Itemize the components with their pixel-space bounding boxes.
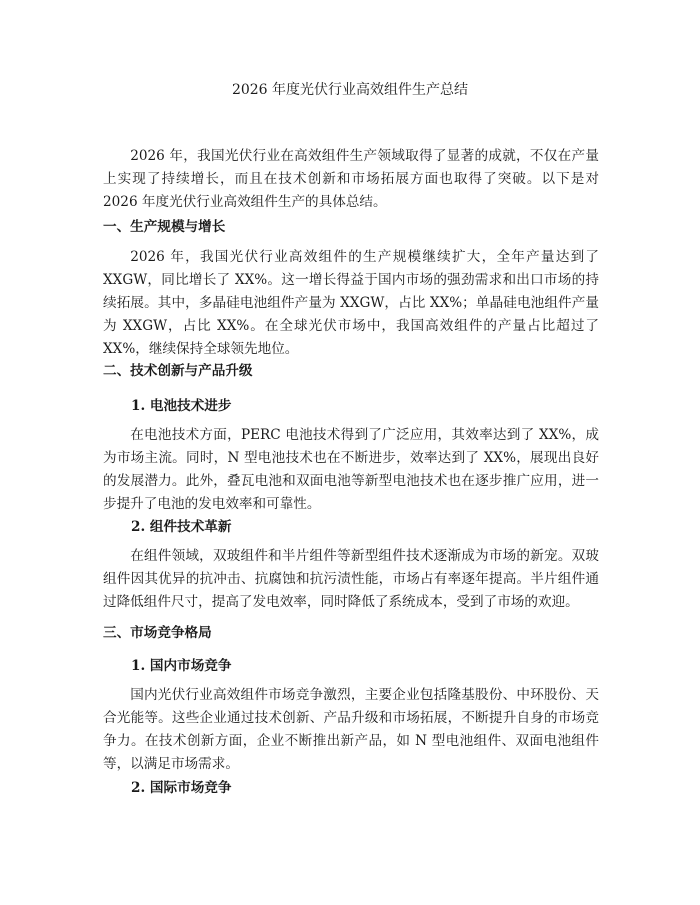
subsection-paragraph-module-tech: 在组件领域，双玻组件和半片组件等新型组件技术逐渐成为市场的新宠。双玻组件因其优异的抗冲击、抗腐蚀和抗污渍性能，市场占有率逐年提高。半片组件通过降低组件尺寸，提高了发电效率，同时降低了系统成本，受到了市场的欢迎。 [103, 548, 599, 610]
subsection-heading-cell-tech: 1. 电池技术进步 [131, 398, 232, 414]
section-heading-tech-innovation: 二、技术创新与产品升级 [103, 363, 253, 379]
subsection-heading-international-market: 2. 国际市场竞争 [131, 780, 232, 796]
intro-paragraph: 2026 年，我国光伏行业在高效组件生产领域取得了显著的成就，不仅在产量上实现了持续增长，而且在技术创新和市场拓展方面也取得了突破。以下是对 2026 年度光伏行业高效组件生产的具体总结。 [103, 148, 599, 210]
section-heading-production-scale: 一、生产规模与增长 [103, 219, 226, 235]
subsection-heading-domestic-market: 1. 国内市场竞争 [131, 658, 232, 674]
section-paragraph-production-scale: 2026 年，我国光伏行业高效组件的生产规模继续扩大，全年产量达到了 XXGW，同比增长了 XX%。这一增长得益于国内市场的强劲需求和出口市场的持续拓展。其中，多晶硅电池组件产量为 XXGW，占比 XX%；单晶硅电池组件产量为 XXGW，占比 XX%。在全球光伏市场中，我国高效组件的产量占比超过了 XX%，继续保持全球领先地位。 [103, 249, 599, 357]
subsection-heading-module-tech: 2. 组件技术革新 [131, 519, 232, 535]
section-heading-market-competition: 三、市场竞争格局 [103, 625, 212, 641]
subsection-paragraph-domestic-market: 国内光伏行业高效组件市场竞争激烈，主要企业包括隆基股份、中环股份、天合光能等。这些企业通过技术创新、产品升级和市场拓展，不断提升自身的市场竞争力。在技术创新方面，企业不断推出新产品，如 N 型电池组件、双面电池组件等，以满足市场需求。 [103, 687, 599, 772]
document-title: 2026 年度光伏行业高效组件生产总结 [231, 82, 469, 98]
subsection-paragraph-cell-tech: 在电池技术方面，PERC 电池技术得到了广泛应用，其效率达到了 XX%，成为市场主流。同时，N 型电池技术也在不断进步，效率达到了 XX%，展现出良好的发展潜力。此外，叠瓦电池和双面电池等新型电池技术也在逐步推广应用，进一步提升了电池的发电效率和可靠性。 [103, 427, 599, 512]
